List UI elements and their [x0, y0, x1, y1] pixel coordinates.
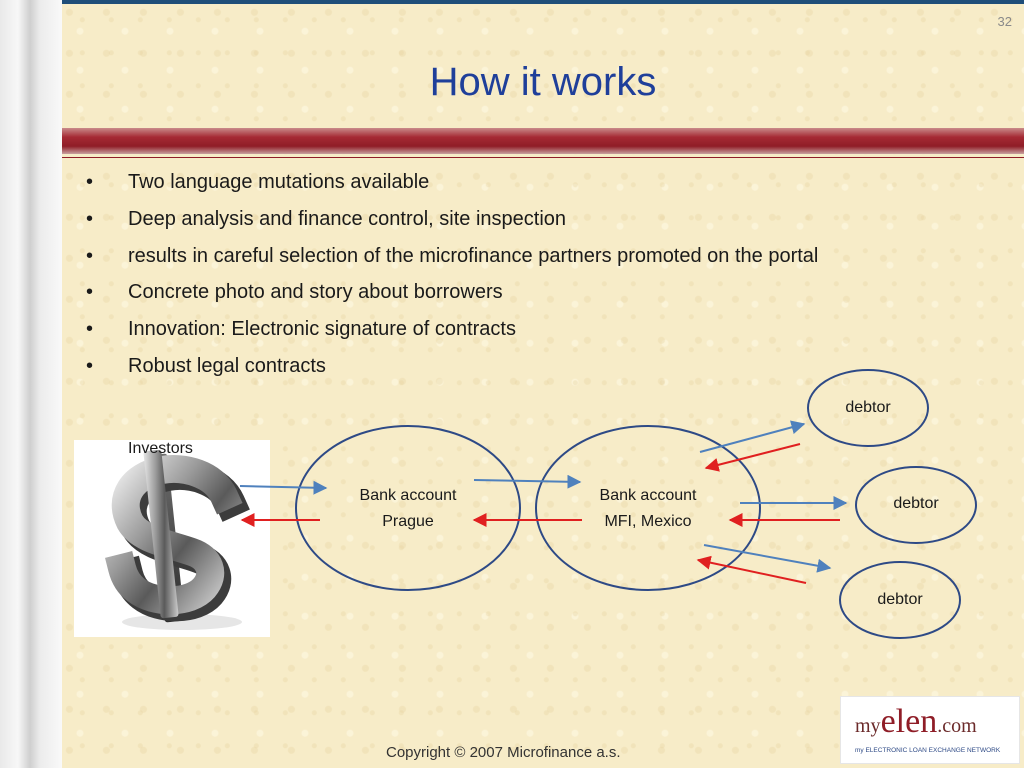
bank-mfi-line1: Bank account	[599, 487, 697, 504]
debtor-label-1: debtor	[845, 399, 891, 416]
debtor-label-2: debtor	[893, 495, 939, 512]
bullet-icon: •	[86, 354, 94, 377]
bullet-text: Innovation: Electronic signature of contracts	[128, 318, 516, 341]
bank-mfi-label	[578, 483, 718, 535]
bank-prague-line2: Prague	[382, 513, 434, 530]
bullet-icon: •	[86, 281, 94, 304]
bullet-icon: •	[86, 207, 94, 230]
logo-elen: elen	[880, 703, 938, 740]
logo-my: my	[855, 715, 881, 737]
arrow-debtor-3-to-mfi	[698, 560, 806, 583]
debtor-label-3: debtor	[877, 591, 923, 608]
investors-label: Investors	[128, 440, 193, 457]
bullet-text: Deep analysis and finance control, site inspection	[128, 207, 567, 230]
copyright-text: Copyright © 2007 Microfinance a.s.	[386, 744, 621, 761]
bank-prague-label	[338, 483, 478, 535]
slide-title: How it works	[429, 60, 657, 104]
arrow-prague-to-mfi	[474, 480, 580, 482]
bullet-text: Robust legal contracts	[128, 354, 326, 377]
myelen-logo	[840, 696, 1020, 764]
bank-prague-line1: Bank account	[359, 487, 457, 504]
logo-com: .com	[937, 715, 977, 737]
bullet-icon: •	[86, 318, 94, 341]
bullet-icon: •	[86, 244, 94, 267]
bullet-icon: •	[86, 171, 94, 193]
bullet-text: results in careful selection of the microfinance partners promoted on the portal	[128, 244, 819, 267]
arrow-investors-to-prague	[240, 486, 326, 488]
logo-tagline: my ELECTRONIC LOAN EXCHANGE NETWORK	[855, 747, 1001, 754]
bank-mfi-line2: MFI, Mexico	[604, 513, 692, 530]
slide-number: 32	[997, 14, 1012, 29]
bullet-text: Two language mutations available	[128, 171, 430, 193]
bullet-text: Concrete photo and story about borrowers	[128, 281, 503, 304]
